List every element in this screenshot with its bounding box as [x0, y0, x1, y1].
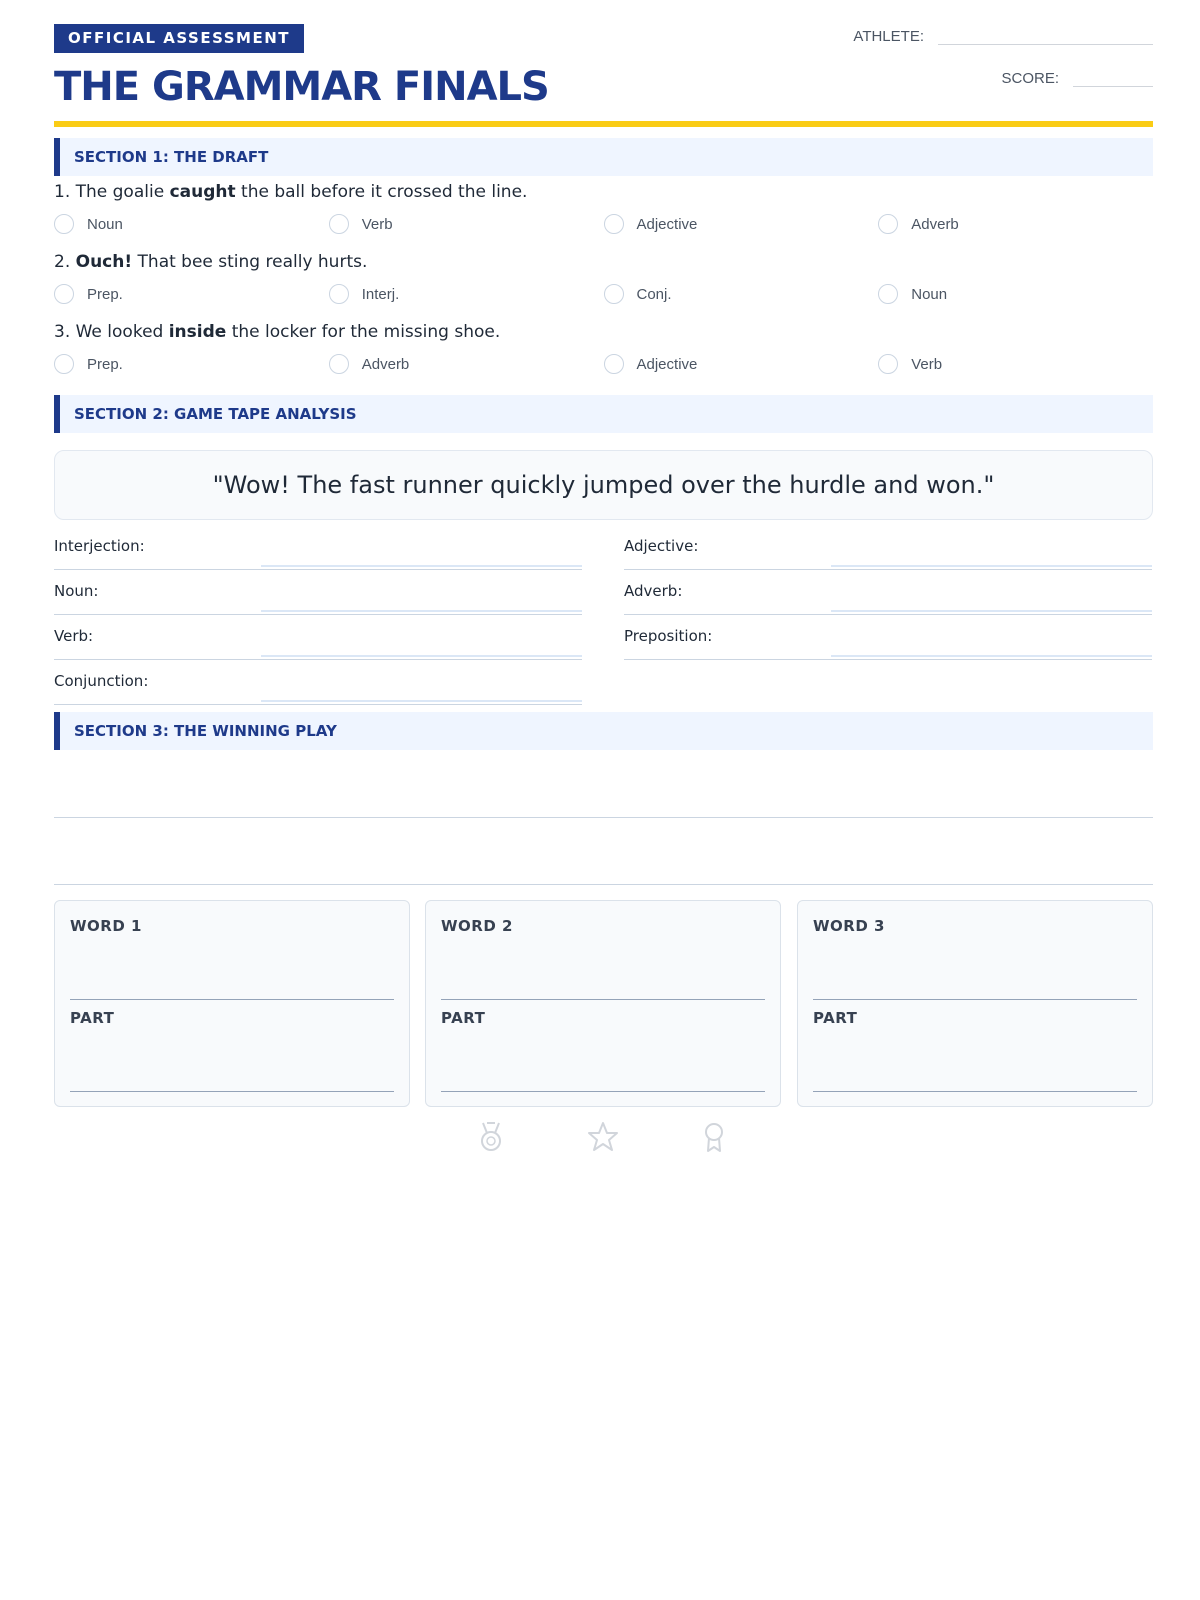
score-field[interactable] — [1001, 70, 1153, 87]
section-2-header: SECTION 2: GAME TAPE ANALYSIS — [54, 395, 1153, 433]
answer-options — [54, 214, 1153, 234]
question-text: 2. Ouch! That bee sting really hurts. — [54, 252, 368, 272]
medal-icon — [474, 1120, 508, 1154]
award-ribbon-icon — [697, 1120, 731, 1154]
question-text: 3. We looked inside the locker for the missing shoe. — [54, 322, 501, 342]
question-text: 1. The goalie caught the ball before it crossed the line. — [54, 182, 528, 202]
answer-options — [54, 354, 1153, 374]
part-answer-line[interactable] — [70, 1091, 394, 1092]
option-noun[interactable]: Noun — [878, 284, 1153, 304]
field-preposition[interactable]: Preposition: — [624, 622, 1152, 660]
worksheet-header — [54, 24, 1153, 124]
radio-button[interactable] — [329, 214, 349, 234]
analysis-sentence: "Wow! The fast runner quickly jumped over the hurdle and won." — [54, 450, 1153, 520]
header-divider — [54, 121, 1153, 127]
question-3 — [54, 322, 1153, 374]
option-prep[interactable]: Prep. — [54, 284, 329, 304]
field-adjective[interactable]: Adjective: — [624, 532, 1152, 570]
radio-button[interactable] — [878, 284, 898, 304]
score-label: SCORE: — [1001, 70, 1059, 87]
radio-button[interactable] — [54, 214, 74, 234]
radio-button[interactable] — [54, 284, 74, 304]
radio-button[interactable] — [54, 354, 74, 374]
answer-line[interactable] — [261, 590, 582, 612]
radio-button[interactable] — [604, 214, 624, 234]
score-input-line[interactable] — [1073, 73, 1153, 87]
athlete-input-line[interactable] — [938, 31, 1153, 45]
word-card-1: WORD 1 PART — [54, 900, 410, 1107]
answer-line[interactable] — [831, 545, 1152, 567]
section-3-header: SECTION 3: THE WINNING PLAY — [54, 712, 1153, 750]
worksheet-page — [54, 24, 1153, 1027]
radio-button[interactable] — [604, 354, 624, 374]
radio-button[interactable] — [878, 214, 898, 234]
part-answer-line[interactable] — [441, 1091, 765, 1092]
word-card-3: WORD 3 PART — [797, 900, 1153, 1107]
word-answer-line[interactable] — [70, 999, 394, 1000]
part-answer-line[interactable] — [813, 1091, 1137, 1092]
word-answer-line[interactable] — [441, 999, 765, 1000]
field-conjunction[interactable]: Conjunction: — [54, 667, 582, 705]
word-answer-line[interactable] — [813, 999, 1137, 1000]
option-interj[interactable]: Interj. — [329, 284, 604, 304]
athlete-label: ATHLETE: — [853, 28, 924, 45]
answer-line[interactable] — [261, 635, 582, 657]
option-prep[interactable]: Prep. — [54, 354, 329, 374]
field-adverb[interactable]: Adverb: — [624, 577, 1152, 615]
option-adverb[interactable]: Adverb — [329, 354, 604, 374]
field-verb[interactable]: Verb: — [54, 622, 582, 660]
field-interjection[interactable]: Interjection: — [54, 532, 582, 570]
radio-button[interactable] — [604, 284, 624, 304]
footer-icons — [54, 1120, 1153, 1160]
option-adverb[interactable]: Adverb — [878, 214, 1153, 234]
athlete-field[interactable] — [853, 28, 1153, 45]
writing-line[interactable] — [54, 884, 1153, 885]
answer-line[interactable] — [831, 590, 1152, 612]
question-1 — [54, 182, 1153, 234]
official-badge: OFFICIAL ASSESSMENT — [54, 24, 304, 53]
target-word: Ouch! — [75, 252, 133, 272]
section-1-header: SECTION 1: THE DRAFT — [54, 138, 1153, 176]
answer-line[interactable] — [261, 680, 582, 702]
field-noun[interactable]: Noun: — [54, 577, 582, 615]
option-adjective[interactable]: Adjective — [604, 354, 879, 374]
writing-line[interactable] — [54, 817, 1153, 818]
radio-button[interactable] — [878, 354, 898, 374]
target-word: inside — [168, 322, 227, 342]
option-verb[interactable]: Verb — [878, 354, 1153, 374]
option-noun[interactable]: Noun — [54, 214, 329, 234]
option-verb[interactable]: Verb — [329, 214, 604, 234]
option-conj[interactable]: Conj. — [604, 284, 879, 304]
target-word: caught — [169, 182, 236, 202]
radio-button[interactable] — [329, 354, 349, 374]
word-card-2: WORD 2 PART — [425, 900, 781, 1107]
star-icon — [586, 1120, 620, 1154]
answer-line[interactable] — [261, 545, 582, 567]
question-2 — [54, 252, 1153, 304]
answer-options — [54, 284, 1153, 304]
answer-line[interactable] — [831, 635, 1152, 657]
radio-button[interactable] — [329, 284, 349, 304]
option-adjective[interactable]: Adjective — [604, 214, 879, 234]
page-title: THE GRAMMAR FINALS — [54, 64, 549, 110]
